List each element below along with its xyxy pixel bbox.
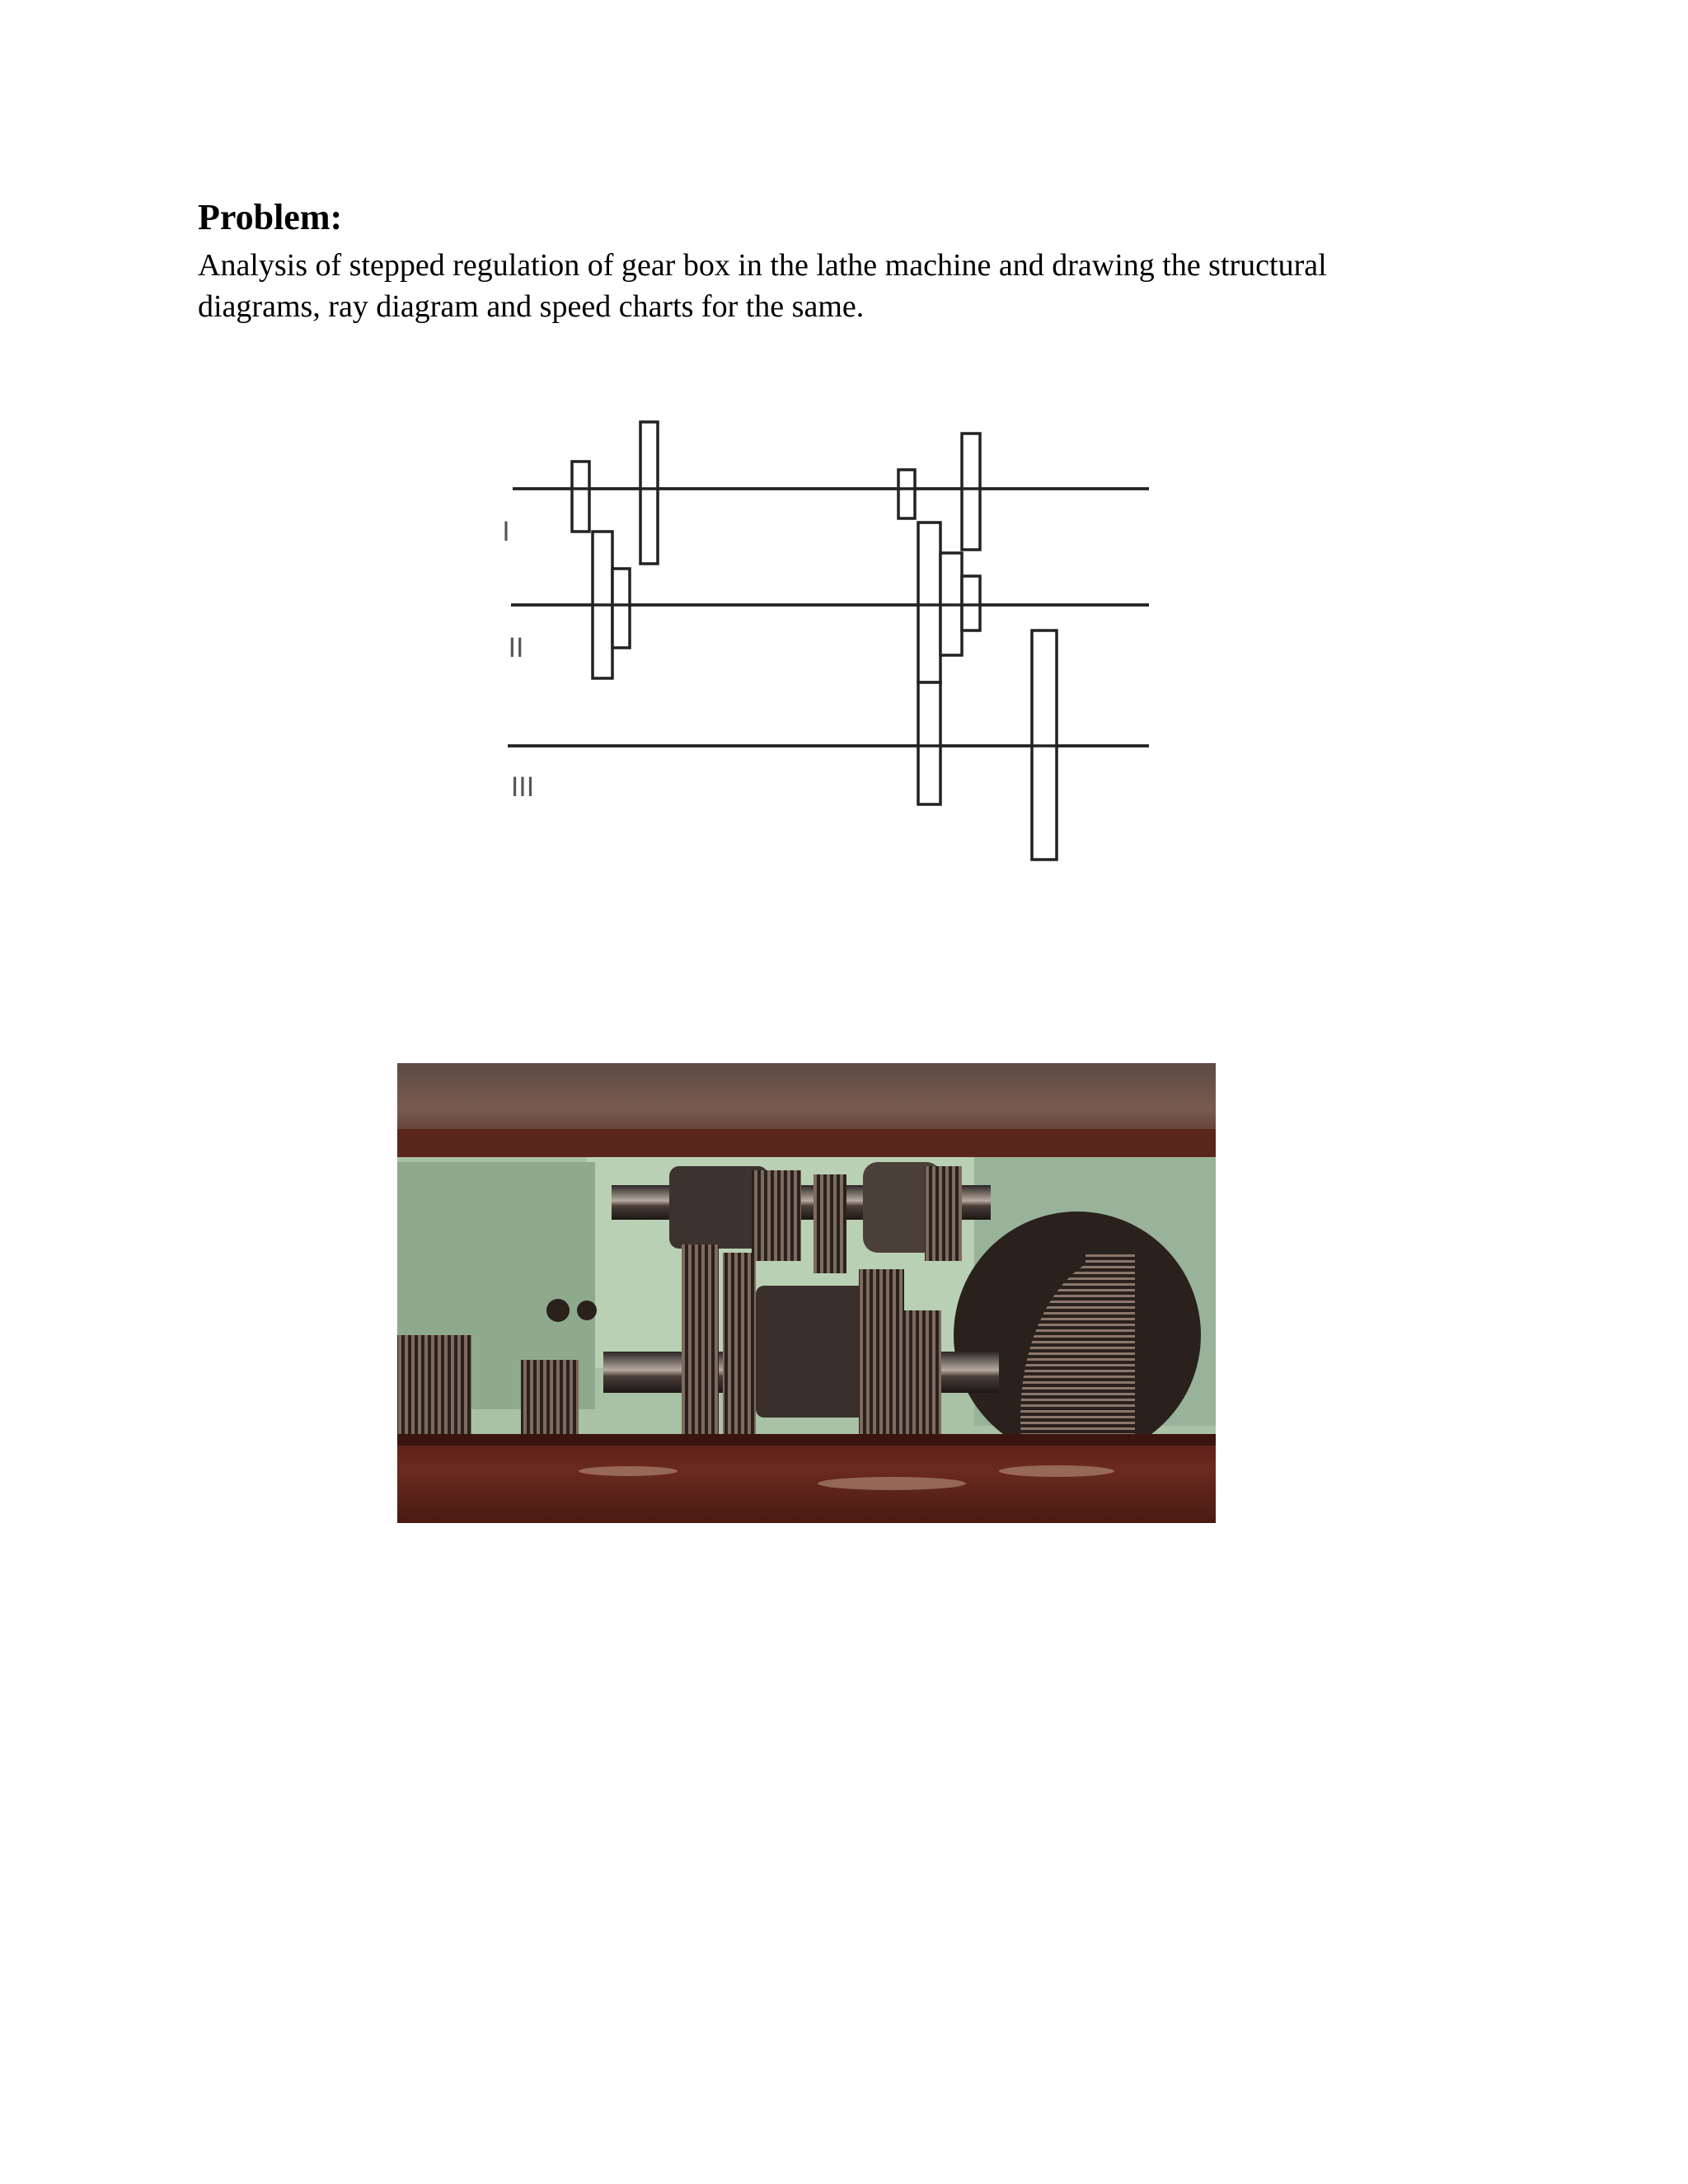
gear-block <box>898 470 915 518</box>
gear-structural-diagram <box>0 0 1688 907</box>
shaft-label-3: III <box>510 771 535 803</box>
gearbox-photo <box>397 1063 1216 1523</box>
problem-statement-line-2: diagrams, ray diagram and speed charts for the same. <box>198 289 865 324</box>
shaft-label-1: I <box>502 516 510 547</box>
problem-statement-line-1: Analysis of stepped regulation of gear box in the lathe machine and drawing the structural <box>198 248 1327 283</box>
gear-block <box>640 422 658 564</box>
gear-block <box>962 434 980 550</box>
gear-block <box>918 682 940 804</box>
gear-block <box>572 462 589 532</box>
gear-block <box>962 576 980 630</box>
gear-block <box>612 569 630 648</box>
gear-block <box>918 523 940 682</box>
problem-heading: Problem: <box>198 197 343 237</box>
shaft-label-2: II <box>508 632 524 663</box>
